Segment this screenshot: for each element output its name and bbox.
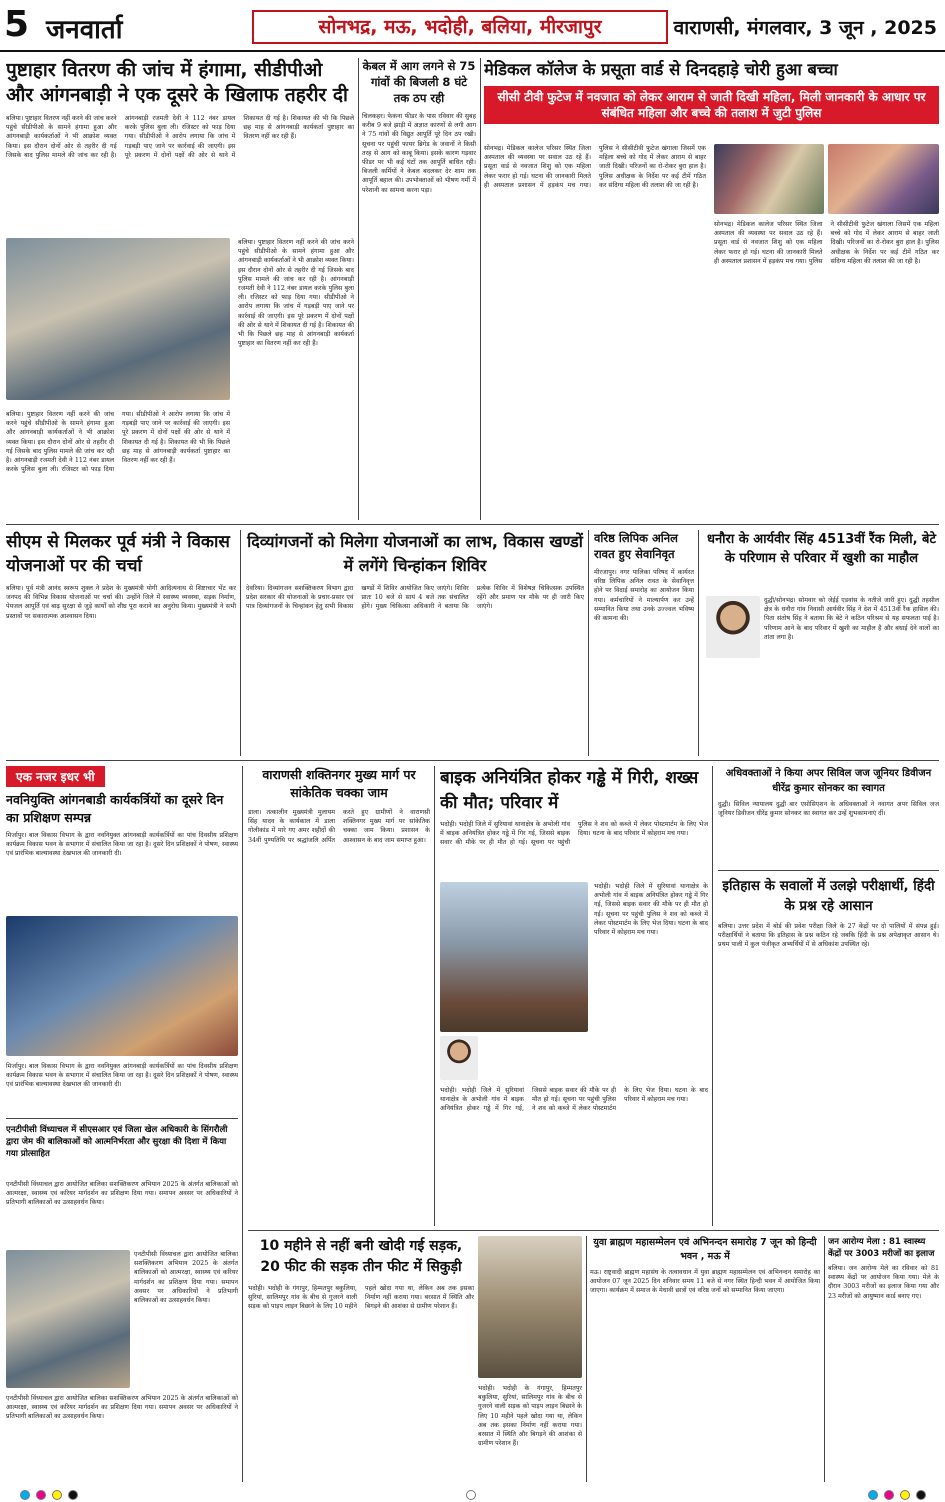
- story-headline: धनौरा के आर्यवीर सिंह 4513वीं रैंक मिली, बेटे के परिणाम से परिवार में खुशी का माहौल: [706, 532, 937, 566]
- column-rule: [480, 58, 481, 520]
- story-body: सोनभद्र। मेडिकल कालेज परिसर स्थित जिला अस्पताल की व्यवस्था पर सवाल उठ रहे हैं। प्रसूता वार्ड से नवजात शिशु को एक महिला लेकर फरार हो गई। घटना की जानकारी मिलते ही अस्पताल प्रशासन में हड़कंप मच गया। पुलिस ने सीसीटीवी फुटेज खंगाला जिसमें एक महिला बच्चे को गोद में लेकर आराम से बाहर जाती दिखी। परिजनों का रो-रोकर बुरा हाल है। पुलिस अधीक्षक के निर्देश पर कई टीमें गठित कर संदिग्ध महिला की तलाश की जा रही है।: [484, 145, 706, 189]
- story-fire: [362, 58, 476, 520]
- column-rule: [242, 766, 243, 1482]
- story-headline: पुष्टाहार वितरण की जांच में हंगामा, सीडीपीओ और आंगनबाड़ी ने एक दूसरे के खिलाफ तहरीर दी: [6, 59, 348, 106]
- victim-portrait: [440, 1036, 478, 1080]
- story-retire: [594, 530, 694, 756]
- story-headline: नवनियुक्ति आंगनबाडी कार्यकर्त्रियों का दूसरे दिन का प्रशिक्षण सम्पन्न: [6, 792, 224, 825]
- regions-banner: सोनभद्र, मऊ, भदोही, बलिया, मीरजापुर: [252, 10, 668, 44]
- story-anganwadi: [6, 766, 238, 1482]
- story-brahman: [590, 1236, 820, 1482]
- sub-story-headline: एनटीपीसी विंध्याचल में सीएसआर एवं जिला खेल अधिकारी के सिंगरौली द्वारा जेम की बालिकाओं को आत्मनिर्भरता और सुरक्षा की दिशा में किया गया प्रोत्साहित: [6, 1125, 228, 1159]
- row-rule: [6, 524, 939, 525]
- story-medical: [484, 58, 939, 520]
- story-body: बलिया। पूर्व मंत्री आनंद स्वरूप शुक्ल ने प्रदेश के मुख्यमंत्री योगी आदित्यनाथ से शिष्टाचार भेंट कर जनपद की विभिन्न विकास योजनाओं पर चर्चा की। उन्होंने जिले में स्वास्थ्य व्यवस्था, सड़क निर्माण, पेयजल आपूर्ति एवं बाढ़ सुरक्षा से जुड़े कार्यों को शीघ्र पूरा कराने का अनुरोध किया। मुख्यमंत्री ने सभी प्रस्तावों पर सकारात्मक आश्वासन दिया।: [6, 585, 236, 620]
- police-station-photo: [440, 882, 588, 1032]
- story-body: मिर्जापुर। बाल विकास विभाग के द्वारा नवनियुक्त आंगनबाड़ी कार्यकर्त्रियों का पांच दिवसीय प्रशिक्षण कार्यक्रम विकास भवन के सभागार में संचालित किया जा रहा है। दूसरे दिन प्रशिक्षकों ने पोषण, स्वास्थ्य एवं प्रारंभिक बाल्यावस्था देखभाल की जानकारी दी।: [6, 832, 238, 858]
- story-cm: [6, 530, 236, 756]
- registration-mark-icon: [36, 1490, 46, 1500]
- column-rule: [358, 58, 359, 520]
- story-body-side: बलिया। पुष्टाहार वितरण नहीं करने की जांच करने पहुंचे सीडीपीओ के सामने हंगामा हुआ और आंगनबाड़ी कार्यकर्ताओं ने भी आक्रोश व्यक्त किया। इस दौरान दोनों ओर से तहरीर दी गई जिसके बाद पुलिस मामले की जांच कर रही है। आंगनबाड़ी रजमती देवी ने 112 नंबर डायल करके पुलिस बुला ली। रजिस्टर को फाड़ दिया गया। सीडीपीओ ने आरोप लगाया कि जांच में गड़बड़ी पाए जाने पर कार्रवाई की जाएगी। इस पूरे प्रकरण में दोनों पक्षों की ओर से थाने में शिकायत दी गई है। शिकायत की भी कि पिछले छह माह से आंगनबाड़ी कार्यकर्ता पुष्टाहार का वितरण नहीं कर रही हैं।: [238, 239, 354, 348]
- story-headline: मेडिकल कॉलेज के प्रसूता वार्ड से दिनदहाड़े चोरी हुआ बच्चा: [484, 60, 838, 79]
- story-body: चिलकहर। फेकना फीडर के पास रविवार की सुबह करीब 9 बजे झाड़ी में अज्ञात कारणों से लगी आग ने 75 गांवों की विद्युत आपूर्ति पूरे दिन ठप रखी। सूचना पर पहुंची फायर ब्रिगेड के जवानों ने किसी तरह से आग को काबू किया। इसके कारण गड़वार फीडर पर भी कई घंटों तक आपूर्ति बाधित रही। बिजली कर्मियों ने केबल बदलकर देर शाम तक आपूर्ति बहाल की। उपभोक्ताओं को भीषण गर्मी में परेशानी का सामना करना पड़ा।: [362, 113, 476, 194]
- road-photo: [478, 1236, 582, 1378]
- student-portrait: [706, 596, 760, 658]
- story-body: दुद्धी/सोनभद्र। सोमवार को जेईई एडवांस के नतीजे जारी हुए। दुद्धी तहसील क्षेत्र के धनौरा गांव निवासी आर्यवीर सिंह ने देश में 4513वीं रैंक हासिल की। पिता संतोष सिंह ने बताया कि बेटे ने कठिन परिश्रम से यह सफलता पाई है। परिणाम आने के बाद परिवार में खुशी का माहौल है और बधाई देने वालों का तांता लगा है।: [764, 597, 939, 641]
- story-headline: 10 महीने से नहीं बनी खोदी गई सड़क, 20 फीट की सड़क तीन फीट में सिकुड़ी: [259, 1238, 463, 1275]
- story-headline: केबल में आग लगने से 75 गांवों की बिजली 8 घंटे तक ठप रही: [362, 59, 476, 105]
- sub-story-body: एनटीपीसी विंध्याचल द्वारा आयोजित बालिका सशक्तिकरण अभियान 2025 के अंतर्गत बालिकाओं को आत्मरक्षा, स्वास्थ्य एवं करियर मार्गदर्शन का प्रशिक्षण दिया गया। समापन अवसर पर अधिकारियों ने प्रतिभागी बालिकाओं का उत्साहवर्धन किया।: [6, 1181, 238, 1207]
- story-rule: [6, 1118, 238, 1119]
- dateline: वाराणसी, मंगलवार, 3 जून , 2025: [673, 17, 937, 39]
- news-photo: [6, 238, 230, 400]
- registration-mark-icon: [884, 1490, 894, 1500]
- story-headline: जन आरोग्य मेला : 81 स्वास्थ्य केंद्रों पर 3003 मरीजों का इलाज: [828, 1237, 935, 1259]
- story-body: मीरजापुर। नगर पालिका परिषद में कार्यरत वरिष्ठ लिपिक अनिल रावत के सेवानिवृत्त होने पर विदाई समारोह का आयोजन किया गया। कर्मचारियों ने माल्यार्पण कर उन्हें सम्मानित किया तथा उनके उज्ज्वल भविष्य की कामना की।: [594, 569, 694, 623]
- story-road: [248, 1236, 474, 1482]
- story-headline: अधिवक्ताओं ने किया अपर सिविल जज जूनियर डिवीजन धीरेंद्र कुमार सोनकर का स्वागत: [725, 768, 932, 794]
- story-headline: बाइक अनियंत्रित होकर गड्ढे में गिरी, शख्स की मौत; परिवार में: [440, 768, 699, 813]
- story-body: डाला। तत्कालीन मुख्यमंत्री मुलायम सिंह यादव के कार्यकाल में डाला गोलीकांड में मारे गए अमर शहीदों की 34वीं पुण्यतिथि पर श्रद्धांजलि अर्पित करते हुए ग्रामीणों ने वाराणसी शक्तिनगर मुख्य मार्ग पर सांकेतिक चक्का जाम किया। प्रशासन के आश्वासन के बाद जाम समाप्त हुआ।: [248, 809, 430, 844]
- story-body-continued: मिर्जापुर। बाल विकास विभाग के द्वारा नवनियुक्त आंगनबाड़ी कार्यकर्त्रियों का पांच दिवसीय प्रशिक्षण कार्यक्रम विकास भवन के सभागार में संचालित किया जा रहा है। दूसरे दिन प्रशिक्षकों ने पोषण, स्वास्थ्य एवं प्रारंभिक बाल्यावस्था देखभाल की जानकारी दी।: [6, 1063, 238, 1089]
- story-headline: वाराणसी शक्तिनगर मुख्य मार्ग पर सांकेतिक चक्का जाम: [262, 767, 416, 800]
- hospital-photo-right: [828, 144, 939, 214]
- column-rule: [824, 1236, 825, 1482]
- registration-mark-icon: [916, 1490, 926, 1500]
- column-rule: [434, 766, 435, 1226]
- story-body-continued: सोनभद्र। मेडिकल कालेज परिसर स्थित जिला अस्पताल की व्यवस्था पर सवाल उठ रहे हैं। प्रसूता वार्ड से नवजात शिशु को एक महिला लेकर फरार हो गई। घटना की जानकारी मिलते ही अस्पताल प्रशासन में हड़कंप मच गया। पुलिस ने सीसीटीवी फुटेज खंगाला जिसमें एक महिला बच्चे को गोद में लेकर आराम से बाहर जाती दिखी। परिजनों का रो-रोकर बुरा हाल है। पुलिस अधीक्षक के निर्देश पर कई टीमें गठित कर संदिग्ध महिला की तलाश की जा रही है।: [714, 221, 939, 265]
- registration-mark-icon: [52, 1490, 62, 1500]
- training-photo: [6, 916, 238, 1056]
- story-body-continued: बलिया। पुष्टाहार वितरण नहीं करने की जांच करने पहुंचे सीडीपीओ के सामने हंगामा हुआ और आंगनबाड़ी कार्यकर्ताओं ने भी आक्रोश व्यक्त किया। इस दौरान दोनों ओर से तहरीर दी गई जिसके बाद पुलिस मामले की जांच कर रही है। आंगनबाड़ी रजमती देवी ने 112 नंबर डायल करके पुलिस बुला ली। रजिस्टर को फाड़ दिया गया। सीडीपीओ ने आरोप लगाया कि जांच में गड़बड़ी पाए जाने पर कार्रवाई की जाएगी। इस पूरे प्रकरण में दोनों पक्षों की ओर से थाने में शिकायत दी गई है। शिकायत की भी कि पिछले छह माह से आंगनबाड़ी कार्यकर्ता पुष्टाहार का वितरण नहीं कर रही हैं।: [6, 411, 230, 474]
- story-headline: सीएम से मिलकर पूर्व मंत्री ने विकास योजनाओं पर की चर्चा: [6, 532, 230, 576]
- story-bike: [440, 766, 708, 1226]
- story-body: बलिया। उत्तर प्रदेश में बोर्ड की प्रवेश परीक्षा जिले के 27 केंद्रों पर दो पालियों में संपन्न हुई। परीक्षार्थियों ने बताया कि इतिहास के प्रश्न कठिन रहे जबकि हिंदी के प्रश्न अपेक्षाकृत आसान थे। प्रथम पाली में कुल पंजीकृत अभ्यर्थियों में से अधिकांश उपस्थित रहे।: [718, 923, 939, 949]
- registration-mark-icon: [868, 1490, 878, 1500]
- hospital-photo-left: [714, 144, 824, 214]
- story-body: भदोही। भदोही के गंगापुर, हिम्मतपुर बकुलिया, सुरियां, सालिमपुर गांव के बीच से गुजरने वाली सड़क को पाइप लाइन बिछाने के लिए 10 महीने पहले खोदा गया था, लेकिन अब तक इसका निर्माण नहीं कराया गया। बरसात में स्थिति और बिगड़ने की आशंका से ग्रामीण परेशान हैं।: [248, 1285, 474, 1311]
- story-body: मऊ। राष्ट्रवादी ब्राह्मण महासंघ के तत्वावधान में युवा ब्राह्मण महासम्मेलन एवं अभिनन्दन समारोह का आयोजन 07 जून 2025 दिन शनिवार समय 11 बजे से नगर स्थित हिन्दी भवन में आयोजित किया जाएगा। कार्यक्रम में समाज के मेधावी छात्रों एवं वरिष्ठ जनों को सम्मानित किया जाएगा।: [590, 1269, 820, 1295]
- column-rule: [588, 530, 589, 756]
- story-arogya: [828, 1236, 939, 1482]
- column-rule: [712, 766, 713, 1226]
- masthead: [0, 0, 945, 52]
- story-body: देवरिया। दिव्यांगजन सशक्तिकरण विभाग द्वारा प्रदेश सरकार की योजनाओं के प्रचार-प्रसार एवं पात्र दिव्यांगजनों के चिन्हांकन हेतु सभी विकास खण्डों में शिविर आयोजित किए जाएंगे। शिविर प्रातः 10 बजे से सायं 4 बजे तक संचालित होंगे। मुख्य चिकित्सा अधिकारी ने बताया कि प्रत्येक शिविर में विशेषज्ञ चिकित्सक उपस्थित रहेंगे और प्रमाण पत्र मौके पर ही जारी किए जाएंगे।: [246, 585, 584, 611]
- row-rule: [6, 760, 939, 761]
- row-rule: [248, 1230, 939, 1231]
- story-body: भदोही। भदोही जिले में सुरियावां थानाक्षेत्र के अभोली गांव में बाइक अनियंत्रित होकर गड्ढे में गिर गई, जिससे बाइक सवार की मौके पर ही मौत हो गई। सूचना पर पहुंची पुलिस ने शव को कब्जे में लेकर पोस्टमार्टम के लिए भेज दिया। घटना के बाद परिवार में कोहराम मच गया।: [440, 821, 708, 847]
- story-judge: [718, 766, 939, 866]
- print-registration-strip: [0, 1488, 945, 1502]
- registration-mark-icon: [20, 1490, 30, 1500]
- story-headline: युवा ब्राह्मण महासम्मेलन एवं अभिनन्दन समारोह 7 जून को हिन्दी भवन , मऊ में: [593, 1237, 817, 1262]
- column-rule: [698, 530, 699, 756]
- story-body-side: भदोही। भदोही जिले में सुरियावां थानाक्षेत्र के अभोली गांव में बाइक अनियंत्रित होकर गड्ढे में गिर गई, जिससे बाइक सवार की मौके पर ही मौत हो गई। सूचना पर पहुंची पुलिस ने शव को कब्जे में लेकर पोस्टमार्टम के लिए भेज दिया। घटना के बाद परिवार में कोहराम मच गया।: [594, 883, 708, 937]
- sub-story-body-continued: एनटीपीसी विंध्याचल द्वारा आयोजित बालिका सशक्तिकरण अभियान 2025 के अंतर्गत बालिकाओं को आत्मरक्षा, स्वास्थ्य एवं करियर मार्गदर्शन का प्रशिक्षण दिया गया। समापन अवसर पर अधिकारियों ने प्रतिभागी बालिकाओं का उत्साहवर्धन किया।: [6, 1395, 238, 1421]
- story-headline: दिव्यांगजनों को मिलेगा योजनाओं का लाभ, विकास खण्डों में लगेंगे चिन्हांकन शिविर: [247, 532, 583, 575]
- story-itihas: [718, 876, 939, 1226]
- story-dhanora: [704, 530, 939, 756]
- story-road-continued: भदोही। भदोही के गंगापुर, हिम्मतपुर बकुलिया, सुरियां, सालिमपुर गांव के बीच से गुजरने वाली सड़क को पाइप लाइन बिछाने के लिए 10 महीने पहले खोदा गया था, लेकिन अब तक इसका निर्माण नहीं कराया गया। बरसात में स्थिति और बिगड़ने की आशंका से ग्रामीण परेशान हैं।: [478, 1385, 582, 1448]
- registration-mark-icon: [900, 1490, 910, 1500]
- page-number: 5: [4, 4, 30, 45]
- story-subhead: सीसी टीवी फुटेज में नवजात को लेकर आराम से जाती दिखी महिला, मिली जानकारी के आधार पर संबंधित महिला और बच्चे की तलाश में जुटी पुलिस: [484, 86, 939, 124]
- story-chakka: [248, 766, 430, 1226]
- sub-story-body-side: एनटीपीसी विंध्याचल द्वारा आयोजित बालिका सशक्तिकरण अभियान 2025 के अंतर्गत बालिकाओं को आत्मरक्षा, स्वास्थ्य एवं करियर मार्गदर्शन का प्रशिक्षण दिया गया। समापन अवसर पर अधिकारियों ने प्रतिभागी बालिकाओं का उत्साहवर्धन किया।: [134, 1251, 238, 1305]
- registration-mark-icon: [68, 1490, 78, 1500]
- ntpc-photo: [6, 1250, 130, 1388]
- story-divyang: [246, 530, 584, 756]
- registration-mark-icon: [466, 1490, 476, 1500]
- paper-name: जनवार्ता: [46, 15, 123, 45]
- column-rule: [586, 1236, 587, 1482]
- story-body: बलिया। पुष्टाहार वितरण नहीं करने की जांच करने पहुंचे सीडीपीओ के सामने हंगामा हुआ और आंगनबाड़ी कार्यकर्ताओं ने भी आक्रोश व्यक्त किया। इस दौरान दोनों ओर से तहरीर दी गई जिसके बाद पुलिस मामले की जांच कर रही है। आंगनबाड़ी रजमती देवी ने 112 नंबर डायल करके पुलिस बुला ली। रजिस्टर को फाड़ दिया गया। सीडीपीओ ने आरोप लगाया कि जांच में गड़बड़ी पाए जाने पर कार्रवाई की जाएगी। इस पूरे प्रकरण में दोनों पक्षों की ओर से थाने में शिकायत दी गई है। शिकायत की भी कि पिछले छह माह से आंगनबाड़ी कार्यकर्ता पुष्टाहार का वितरण नहीं कर रही हैं।: [6, 115, 354, 159]
- story-rule: [718, 870, 939, 871]
- story-body: दुद्धी। सिविल न्यायालय दुद्धी बार एसोसिएशन के अधिवक्ताओं ने नवागत अपर सिविल जज जूनियर डिवीजन धीरेंद्र कुमार सोनकर का स्वागत कर उन्हें शुभकामनाएं दीं।: [718, 801, 939, 818]
- story-body: बलिया। जन आरोग्य मेले का रविवार को 81 स्वास्थ्य केंद्रों पर आयोजन किया गया। मेले के दौरान 3003 मरीजों का इलाज किया गया और 23 मरीजों को आयुष्मान कार्ड बनाए गए।: [828, 1265, 939, 1300]
- story-body-continued: भदोही। भदोही जिले में सुरियावां थानाक्षेत्र के अभोली गांव में बाइक अनियंत्रित होकर गड्ढे में गिर गई, जिससे बाइक सवार की मौके पर ही मौत हो गई। सूचना पर पहुंची पुलिस ने शव को कब्जे में लेकर पोस्टमार्टम के लिए भेज दिया। घटना के बाद परिवार में कोहराम मच गया।: [440, 1087, 708, 1113]
- column-rule: [240, 530, 241, 756]
- story-headline: वरिष्ठ लिपिक अनिल रावत हुए सेवानिवृत: [594, 531, 678, 561]
- story-poshahar: [6, 58, 354, 520]
- story-headline: इतिहास के सवालों में उलझे परीक्षार्थी, हिंदी के प्रश्न रहे आसान: [722, 878, 935, 914]
- section-label: एक नजर इधर भी: [6, 766, 105, 787]
